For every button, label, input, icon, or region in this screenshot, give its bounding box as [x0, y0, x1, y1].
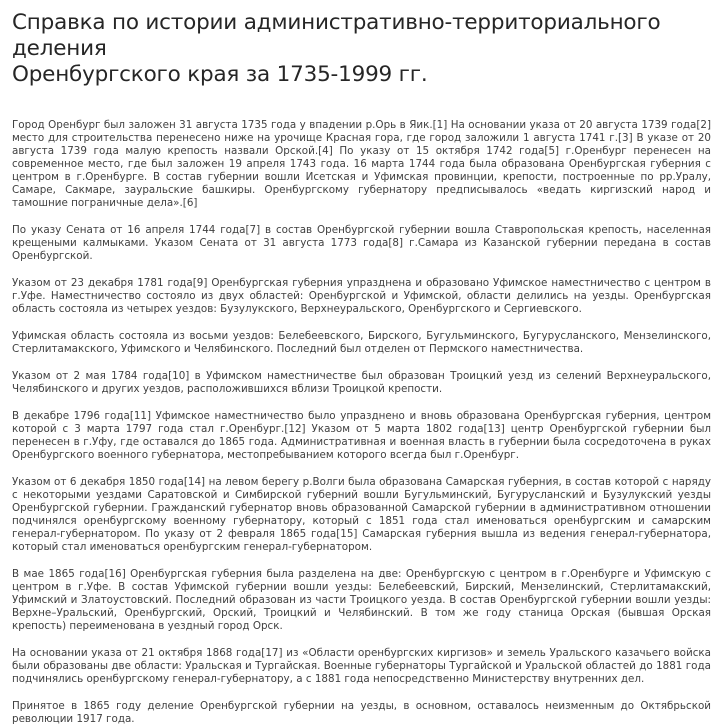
document-body: [12, 119, 711, 726]
paragraph-senate-decree-1744: По указу Сената от 16 апреля 1744 года[7] в состав Оренбургской губернии вошла Ставропольская крепость, населенная крещеными калмыками. Указом Сената от 31 августа 1773 года[8] г.Самара из Казанской губернии передана в состав Оренбургской.: [12, 224, 711, 262]
page-title-line-1: Справка по истории административно-территориального деления: [12, 10, 661, 61]
paragraph-ufa-oblast-uezds: Уфимская область состояла из восьми уездов: Белебеевского, Бирского, Бугульминского, Бугурусланского, Мензелинского, Стерлитамакского, Уфимского и Челябинского. Последний был отделен от Пермского наместничества.: [12, 330, 711, 355]
page-title: [12, 10, 711, 88]
paragraph-uralsk-turgai-1868: На основании указа от 21 октября 1868 года[17] из «Области оренбургских киргизов» и земель Уральского казачьего войска были образованы две области: Уральская и Тургайская. Военные губернаторы Тургайской и Уральской областей до 1881 года подчинялись оренбургскому генерал-губернатору, а с 1881 года непосредственно Министерству внутренних дел.: [12, 647, 711, 685]
paragraph-division-1865: В мае 1865 года[16] Оренбургская губерния была разделена на две: Оренбургскую с центром в г.Оренбурге и Уфимскую с центром в г.Уфе. В состав Уфимской губернии вошли уезды: Белебеевский, Бирский, Мензелинский, Стерлитамакский, Уфимский и Златоустовский. Последний образован из части Троицкого уезда. В состав Оренбургской губернии вошли уезды: Верхне–Уральский, Оренбургский, Орский, Троицкий и Челябинский. В том же году станица Орская (бывшая Орская крепость) переименована в уездный город Орск.: [12, 568, 711, 632]
page-title-line-2: Оренбургского края за 1735-1999 гг.: [12, 62, 428, 87]
paragraph-troitsk-uezd-1784: Указом от 2 мая 1784 года[10] в Уфимском наместничестве был образован Троицкий уезд из селений Верхнеуральского, Челябинского и других уездов, расположившихся вблизи Троицкой крепости.: [12, 370, 711, 395]
paragraph-orenburg-guberniya-1796: В декабре 1796 года[11] Уфимское наместничество было упразднено и вновь образована Оренбургская губерния, центром которой с 3 марта 1797 года стал г.Оренбург.[12] Указом от 5 марта 1802 года[13] центр Оренбургской губернии был перенесен в г.Уфу, где оставался до 1865 года. Административная и военная власть в губернии была сосредоточена в руках Оренбургского военного губернатора, местопребыванием которого всегда был г.Оренбург.: [12, 410, 711, 461]
paragraph-ufa-vicegerency-1781: Указом от 23 декабря 1781 года[9] Оренбургская губерния упразднена и образовано Уфимское наместничество с центром в г.Уфе. Наместничество состояло из двух областей: Оренбургской и Уфимской, области делились на уезды. Оренбургская область состояла из четырех уездов: Бузулукского, Верхнеуральского, Оренбургского и Сергиевского.: [12, 277, 711, 315]
paragraph-until-1917: Принятое в 1865 году деление Оренбургской губернии на уезды, в основном, оставалось неизменным до Октябрьской революции 1917 года.: [12, 700, 711, 725]
paragraph-founding-of-orenburg: Город Оренбург был заложен 31 августа 1735 года у впадении р.Орь в Яик.[1] На основании указа от 20 августа 1739 года[2] место для строительства перенесено ниже на урочище Красная гора, где город заложили 1 августа 1741 г.[3] В указе от 20 августа 1739 года малую крепость назвали Орской.[4] По указу от 15 октября 1742 года[5] г.Оренбург перенесен на современное место, где был заложен 19 апреля 1743 года. 16 марта 1744 года была образована Оренбургская губерния с центром в г.Оренбурге. В состав губернии вошли Исетская и Уфимская провинции, крепости, построенные по рр.Уралу, Самаре, Сакмаре, зауральские башкиры. Оренбургскому губернатору предписывалось «ведать киргизский народ и тамошние пограничные дела».[6]: [12, 119, 711, 209]
paragraph-samara-guberniya-1850: Указом от 6 декабря 1850 года[14] на левом берегу р.Волги была образована Самарская губерния, в состав которой с наряду с некоторыми уездами Саратовской и Симбирской губерний вошли Бугульминский, Бугурусланский и Бузулукский уезды Оренбургской губернии. Гражданский губернатор вновь образованной Самарской губернии в административном отношении подчинялся оренбургскому военному губернатору, который с 1851 года стал именоваться оренбургским и самарским генерал-губернатором. По указу от 2 февраля 1865 года[15] Самарская губерния вышла из ведения генерал-губернатора, который стал именоваться оренбургским генерал-губернатором.: [12, 476, 711, 553]
